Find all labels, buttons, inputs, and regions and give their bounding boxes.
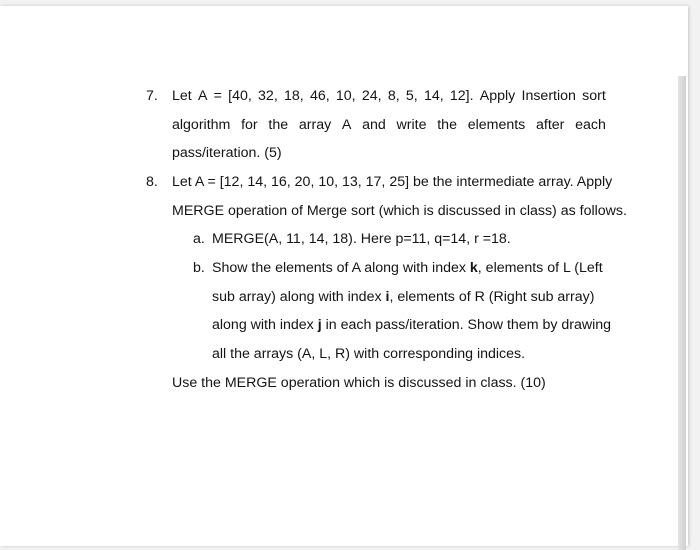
- q8b-line1-post: , elements of L (Left: [477, 260, 603, 276]
- q7-line1-word: 46,: [309, 88, 330, 104]
- q7-line1-word: Apply: [479, 88, 516, 104]
- q7-number: 7.: [146, 88, 158, 104]
- q7-line1-word: 12].: [449, 88, 474, 104]
- q8b-line1: [212, 258, 603, 278]
- q7-line1-word: 14,: [423, 88, 444, 104]
- q8b-line2: [212, 287, 594, 307]
- q7-line2-word: the: [268, 117, 289, 133]
- q7-line2-word: A: [341, 117, 352, 133]
- q7-line1: [172, 86, 606, 106]
- q8b-line2-bold: i: [385, 289, 390, 305]
- q7-line1-word: =: [213, 88, 222, 104]
- q7-line2-word: for: [241, 117, 258, 133]
- q8b-line3-pre: along with index: [212, 317, 318, 333]
- q8b-line3-post: in each pass/iteration. Show them by drawing: [321, 317, 612, 333]
- q7-line2-word: and: [362, 117, 386, 133]
- q8-number: 8.: [146, 174, 158, 190]
- q8b-label: b.: [193, 260, 205, 276]
- q8a-text: MERGE(A, 11, 14, 18). Here p=11, q=14, r =18.: [212, 231, 511, 247]
- q7-line2-word: after: [536, 117, 565, 133]
- q7-line2-word: the: [437, 117, 457, 133]
- q7-line3: pass/iteration. (5): [172, 145, 282, 161]
- q8b-line4: all the arrays (A, L, R) with corresponding indices.: [212, 346, 526, 362]
- page-edge-shadow: [678, 76, 686, 550]
- q7-line1-word: 18,: [284, 88, 304, 104]
- q8b-line1-pre: Show the elements of A along with index: [212, 260, 470, 276]
- q8b-line2-post: , elements of R (Right sub array): [389, 289, 595, 305]
- q8a-label: a.: [193, 231, 205, 247]
- q7-line1-word: 32,: [258, 88, 278, 104]
- q7-line1-word: Let: [172, 88, 192, 104]
- q7-line2-word: write: [396, 117, 427, 133]
- q7-line2-word: each: [575, 117, 606, 133]
- q7-line2: [172, 115, 606, 135]
- q7-line1-word: 10,: [335, 88, 356, 104]
- q8-line1: Let A = [12, 14, 16, 20, 10, 13, 17, 25] be the intermediate array. Apply: [172, 174, 613, 190]
- q7-line2-word: array: [298, 117, 332, 133]
- q8-line2: MERGE operation of Merge sort (which is discussed in class) as follows.: [172, 203, 627, 219]
- q8b-line3-bold: j: [317, 317, 322, 333]
- q7-line2-word: algorithm: [172, 117, 231, 133]
- q7-line1-word: 5,: [405, 88, 418, 104]
- q8b-line2-pre: sub array) along with index: [212, 289, 386, 305]
- q8b-line1-bold: k: [469, 260, 478, 276]
- q7-line1-word: sort: [582, 88, 606, 104]
- q8b-line3: [212, 315, 611, 335]
- q7-line1-word: Insertion: [521, 88, 576, 104]
- q8-closing: Use the MERGE operation which is discussed in class. (10): [172, 375, 546, 391]
- q7-line2-word: elements: [467, 117, 526, 133]
- q7-line1-word: 24,: [361, 88, 382, 104]
- q7-line1-word: A: [197, 88, 208, 104]
- q7-line1-word: 8,: [387, 88, 400, 104]
- q7-line1-word: [40,: [228, 88, 252, 104]
